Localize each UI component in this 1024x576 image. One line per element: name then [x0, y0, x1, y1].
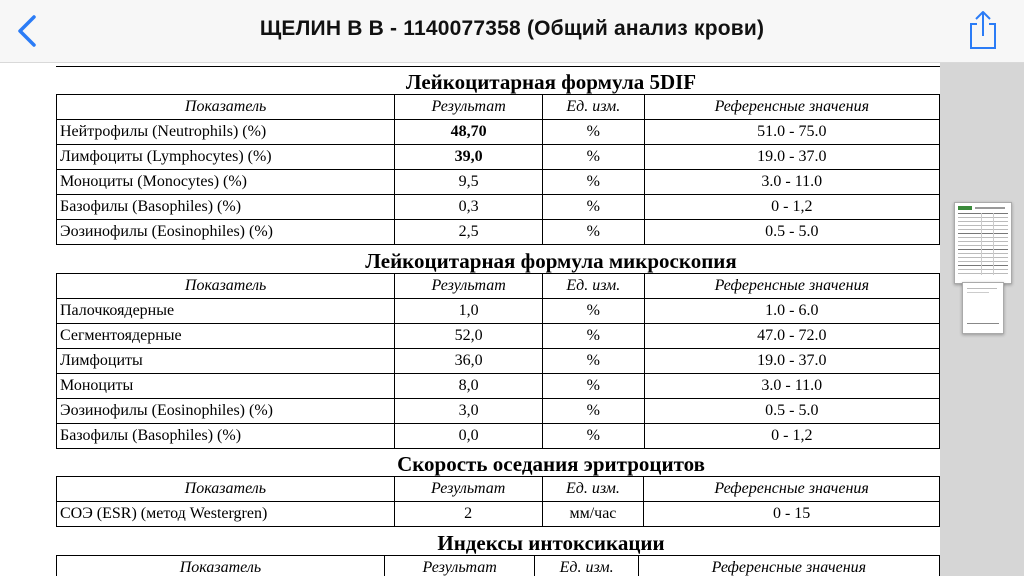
result-value: 2	[394, 502, 542, 527]
table-header-row	[57, 556, 940, 576]
unit: %	[543, 220, 645, 245]
result-value: 52,0	[395, 324, 543, 349]
reference-range: 1.0 - 6.0	[644, 299, 939, 324]
reference-range: 0 - 1,2	[644, 195, 939, 220]
unit: %	[543, 349, 645, 374]
column-header: Показатель	[57, 556, 385, 576]
result-value: 0,3	[395, 195, 543, 220]
section-title-microscopy: Лейкоцитарная формула микроскопия	[365, 249, 737, 273]
section-title-intoxication: Индексы интоксикации	[437, 531, 665, 555]
parameter-name: Сегментоядерные	[57, 324, 395, 349]
unit: %	[543, 324, 645, 349]
reference-range: 51.0 - 75.0	[644, 120, 939, 145]
parameter-name: Моноциты	[57, 374, 395, 399]
table-row	[57, 145, 940, 170]
column-header: Показатель	[57, 274, 395, 299]
table-5dif	[56, 94, 940, 245]
document-page[interactable]	[0, 62, 940, 576]
section-title-esr: Скорость оседания эритроцитов	[397, 452, 705, 476]
page-thumbnail-1[interactable]	[954, 202, 1012, 284]
unit: мм/час	[542, 502, 644, 527]
parameter-name: Эозинофилы (Eosinophiles) (%)	[57, 220, 395, 245]
parameter-name: Базофилы (Basophiles) (%)	[57, 424, 395, 449]
table-row	[57, 324, 940, 349]
unit: %	[543, 120, 645, 145]
result-value: 2,5	[395, 220, 543, 245]
table-row	[57, 299, 940, 324]
page-thumbnail-2[interactable]	[962, 282, 1004, 334]
table-intoxication	[56, 555, 940, 576]
column-header: Ед. изм.	[543, 95, 645, 120]
reference-range: 47.0 - 72.0	[644, 324, 939, 349]
column-header: Ед. изм.	[543, 274, 645, 299]
column-header: Референсные значения	[644, 477, 940, 502]
column-header: Результат	[395, 274, 543, 299]
result-value: 3,0	[395, 399, 543, 424]
table-row	[57, 220, 940, 245]
table-row	[57, 349, 940, 374]
unit: %	[543, 374, 645, 399]
unit: %	[543, 145, 645, 170]
share-button[interactable]	[966, 10, 1000, 50]
table-row	[57, 120, 940, 145]
table-row	[57, 399, 940, 424]
column-header: Показатель	[57, 477, 395, 502]
parameter-name: Моноциты (Monocytes) (%)	[57, 170, 395, 195]
unit: %	[543, 399, 645, 424]
parameter-name: Эозинофилы (Eosinophiles) (%)	[57, 399, 395, 424]
result-value: 0,0	[395, 424, 543, 449]
column-header: Результат	[384, 556, 535, 576]
column-header: Референсные значения	[644, 274, 939, 299]
table-row	[57, 374, 940, 399]
section-title-5dif: Лейкоцитарная формула 5DIF	[405, 70, 697, 94]
reference-range: 0.5 - 5.0	[644, 220, 939, 245]
unit: %	[543, 195, 645, 220]
table-row	[57, 424, 940, 449]
reference-range: 3.0 - 11.0	[644, 374, 939, 399]
table-row	[57, 502, 940, 527]
result-value: 36,0	[395, 349, 543, 374]
reference-range: 19.0 - 37.0	[644, 145, 939, 170]
column-header: Ед. изм.	[535, 556, 638, 576]
result-value: 48,70	[395, 120, 543, 145]
share-icon	[966, 10, 1000, 50]
unit: %	[543, 424, 645, 449]
column-header: Результат	[394, 477, 542, 502]
table-microscopy	[56, 273, 940, 449]
result-value: 8,0	[395, 374, 543, 399]
table-header-row	[57, 274, 940, 299]
column-header: Референсные значения	[644, 95, 939, 120]
table-row	[57, 170, 940, 195]
parameter-name: Базофилы (Basophiles) (%)	[57, 195, 395, 220]
unit: %	[543, 299, 645, 324]
table-esr	[56, 476, 940, 527]
unit: %	[543, 170, 645, 195]
column-header: Референсные значения	[638, 556, 939, 576]
parameter-name: Лимфоциты	[57, 349, 395, 374]
navigation-bar	[0, 0, 1024, 63]
reference-range: 0 - 1,2	[644, 424, 939, 449]
column-header: Показатель	[57, 95, 395, 120]
reference-range: 3.0 - 11.0	[644, 170, 939, 195]
table-header-row	[57, 95, 940, 120]
result-value: 1,0	[395, 299, 543, 324]
page-preview-icon	[963, 283, 1003, 333]
parameter-name: Нейтрофилы (Neutrophils) (%)	[57, 120, 395, 145]
column-header: Ед. изм.	[542, 477, 644, 502]
reference-range: 0.5 - 5.0	[644, 399, 939, 424]
parameter-name: СОЭ (ESR) (метод Westergren)	[57, 502, 395, 527]
result-value: 39,0	[395, 145, 543, 170]
page-preview-icon	[955, 203, 1011, 283]
result-value: 9,5	[395, 170, 543, 195]
document-title: ЩЕЛИН В В - 1140077358 (Общий анализ крови)	[259, 17, 765, 40]
table-row	[57, 195, 940, 220]
column-header: Результат	[395, 95, 543, 120]
parameter-name: Палочкоядерные	[57, 299, 395, 324]
reference-range: 19.0 - 37.0	[644, 349, 939, 374]
reference-range: 0 - 15	[644, 502, 940, 527]
table-header-row	[57, 477, 940, 502]
parameter-name: Лимфоциты (Lymphocytes) (%)	[57, 145, 395, 170]
